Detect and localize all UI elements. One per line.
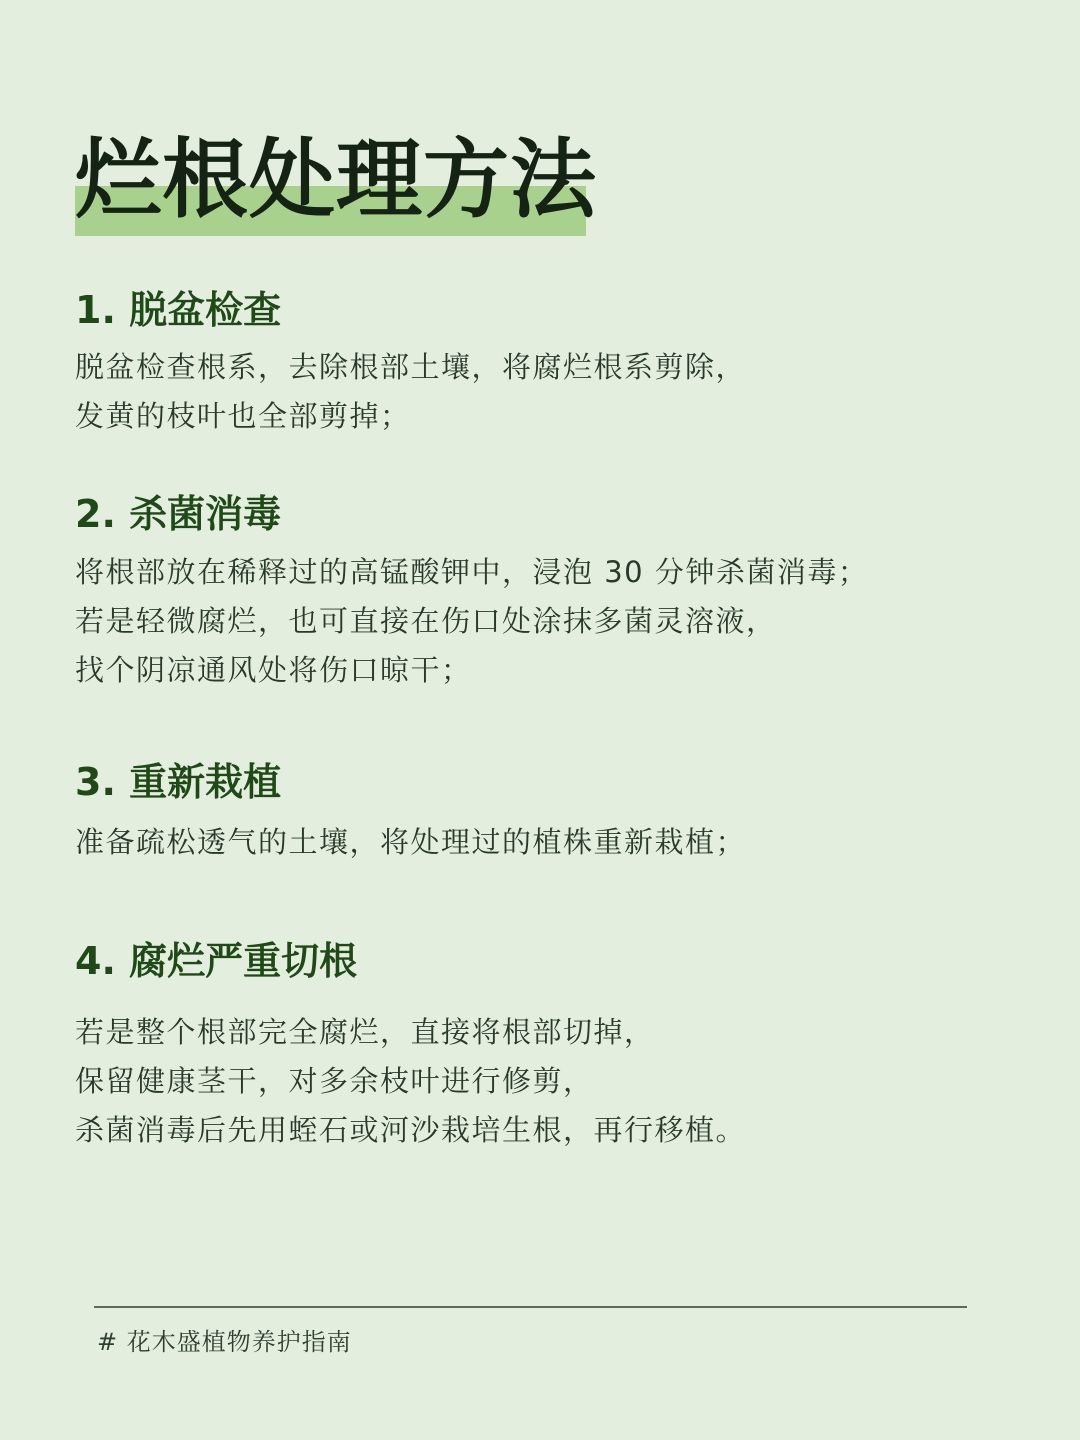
- footer-divider: [94, 1306, 967, 1308]
- body-line: 脱盆检查根系，去除根部土壤，将腐烂根系剪除，: [75, 350, 747, 384]
- section-3: [75, 757, 975, 867]
- section-body: [75, 1008, 975, 1155]
- body-line: 杀菌消毒后先用蛭石或河沙栽培生根，再行移植。: [75, 1113, 747, 1147]
- section-heading: 2. 杀菌消毒: [75, 492, 282, 536]
- body-line: 发黄的枝叶也全部剪掉；: [75, 399, 411, 433]
- section-body: [75, 548, 975, 695]
- title-block: [75, 130, 597, 240]
- section-4: [75, 936, 975, 1155]
- section-2: [75, 489, 975, 695]
- page-title: 烂根处理方法: [75, 130, 597, 230]
- footer-hashtag[interactable]: # 花木盛植物养护指南: [97, 1328, 352, 1356]
- body-line: 若是整个根部完全腐烂，直接将根部切掉，: [75, 1015, 655, 1049]
- section-heading: 1. 脱盆检查: [75, 288, 282, 332]
- section-body: [75, 818, 975, 867]
- body-line: 找个阴凉通风处将伤口晾干；: [75, 653, 472, 687]
- section-body: [75, 343, 975, 441]
- section-heading: 3. 重新栽植: [75, 760, 282, 804]
- body-line: 准备疏松透气的土壤，将处理过的植株重新栽植；: [75, 825, 747, 859]
- body-line: 将根部放在稀释过的高锰酸钾中，浸泡 30 分钟杀菌消毒；: [75, 555, 869, 589]
- body-line: 保留健康茎干，对多余枝叶进行修剪，: [75, 1064, 594, 1098]
- section-heading: 4. 腐烂严重切根: [75, 939, 358, 983]
- body-line: 若是轻微腐烂，也可直接在伤口处涂抹多菌灵溶液，: [75, 604, 777, 638]
- section-1: [75, 285, 975, 441]
